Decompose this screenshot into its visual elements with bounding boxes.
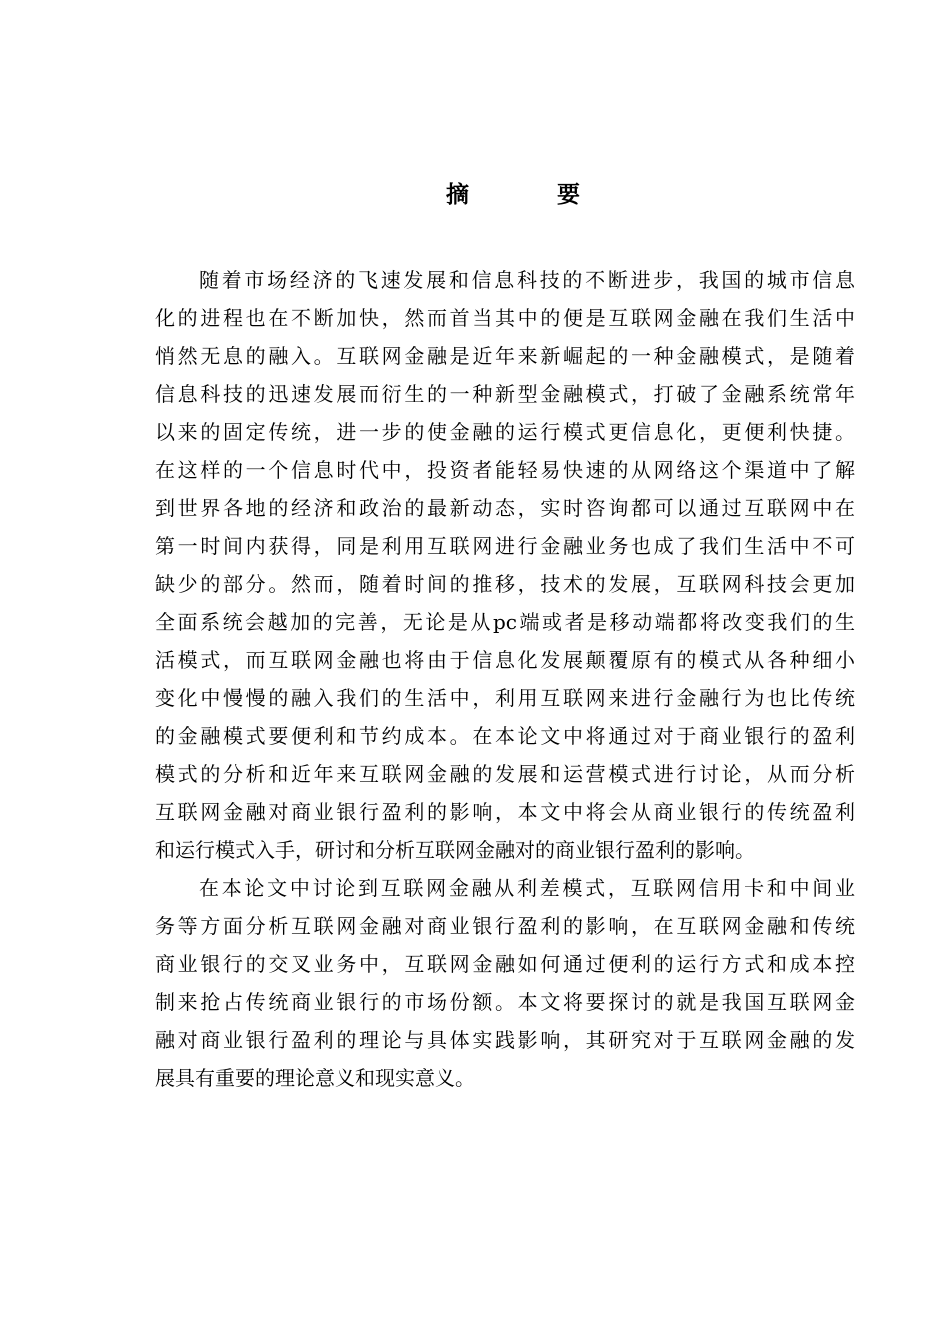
text-line: 商业银行的交叉业务中，互联网金融如何通过便利的运行方式和成本控 [155, 952, 855, 976]
text-line: 在这样的一个信息时代中，投资者能轻易快速的从网络这个渠道中了解 [155, 458, 855, 482]
text-line: 信息科技的迅速发展而衍生的一种新型金融模式，打破了金融系统常年 [155, 382, 855, 406]
page-title: 摘 要 [445, 182, 620, 208]
text-line: 变化中慢慢的融入我们的生活中，利用互联网来进行金融行为也比传统 [155, 686, 855, 710]
text-line: 第一时间内获得，同是利用互联网进行金融业务也成了我们生活中不可 [155, 534, 855, 558]
text-line: 融对商业银行盈利的理论与具体实践影响，其研究对于互联网金融的发 [155, 1028, 855, 1052]
text-line: 展具有重要的理论意义和现实意义。 [155, 1066, 475, 1090]
text-line: 悄然无息的融入。互联网金融是近年来新崛起的一种金融模式，是随着 [155, 344, 855, 368]
text-line: 缺少的部分。然而，随着时间的推移，技术的发展，互联网科技会更加 [155, 572, 855, 596]
text-line: 和运行模式入手，研讨和分析互联网金融对的商业银行盈利的影响。 [155, 838, 755, 862]
text-line: 制来抢占传统商业银行的市场份额。本文将要探讨的就是我国互联网金 [155, 990, 855, 1014]
text-line: 全面系统会越加的完善，无论是从pc端或者是移动端都将改变我们的生 [155, 610, 855, 634]
text-line: 务等方面分析互联网金融对商业银行盈利的影响，在互联网金融和传统 [155, 914, 855, 938]
text-line: 以来的固定传统，进一步的使金融的运行模式更信息化，更便利快捷。 [155, 420, 855, 444]
text-line: 化的进程也在不断加快，然而首当其中的便是互联网金融在我们生活中 [155, 306, 855, 330]
paragraph-2 [155, 869, 855, 1097]
text-line: 在本论文中讨论到互联网金融从利差模式，互联网信用卡和中间业 [199, 876, 855, 900]
text-line: 随着市场经济的飞速发展和信息科技的不断进步，我国的城市信息 [199, 268, 855, 292]
text-line: 活模式，而互联网金融也将由于信息化发展颠覆原有的模式从各种细小 [155, 648, 855, 672]
abstract-body [155, 261, 855, 1097]
text-line: 互联网金融对商业银行盈利的影响，本文中将会从商业银行的传统盈利 [155, 800, 855, 824]
paragraph-1 [155, 261, 855, 869]
text-line: 到世界各地的经济和政治的最新动态，实时咨询都可以通过互联网中在 [155, 496, 855, 520]
text-line: 的金融模式要便利和节约成本。在本论文中将通过对于商业银行的盈利 [155, 724, 855, 748]
text-line: 模式的分析和近年来互联网金融的发展和运营模式进行讨论，从而分析 [155, 762, 855, 786]
